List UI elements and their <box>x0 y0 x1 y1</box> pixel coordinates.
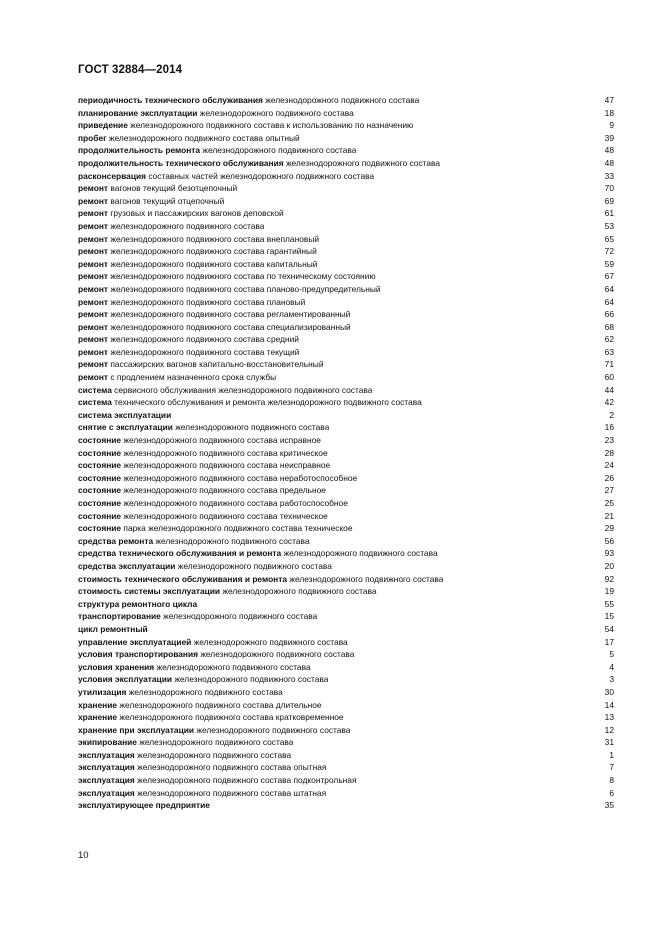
index-entry <box>78 560 614 573</box>
index-term-rest: железнодорожного подвижного состава <box>108 220 265 231</box>
index-term-key: ремонт <box>78 195 109 206</box>
index-term-key: условия хранения <box>78 661 155 672</box>
index-term <box>78 774 357 787</box>
index-page-ref: 5 <box>609 649 614 660</box>
index-term-rest: железнодорожного подвижного состава предельное <box>121 485 326 496</box>
index-page-ref: 64 <box>604 283 614 294</box>
index-term-key: ремонт <box>78 346 109 357</box>
index-term <box>78 711 344 724</box>
index-page-ref: 7 <box>609 762 614 773</box>
index-term-key: состояние <box>78 485 122 496</box>
index-term-key: средства технического обслуживания и ремонта <box>78 548 282 559</box>
index-term <box>78 761 326 774</box>
index-term-key: эксплуатирующее предприятие <box>78 800 210 811</box>
index-term <box>78 736 293 749</box>
index-term <box>78 94 419 107</box>
index-term-key: состояние <box>78 460 122 471</box>
index-entry <box>78 170 614 183</box>
index-term-rest: железнодорожного подвижного состава плановый <box>108 296 306 307</box>
index-page-ref: 47 <box>604 95 614 105</box>
index-entry <box>78 610 614 623</box>
index-entry <box>78 396 614 409</box>
index-entry <box>78 296 614 309</box>
index-term-rest: железнодорожного подвижного состава <box>160 611 318 622</box>
index-term-rest: железнодорожного подвижного состава <box>134 749 292 760</box>
index-term <box>78 648 354 661</box>
index-term-rest: железнодорожного подвижного состава опытная <box>134 762 327 773</box>
index-page-ref: 64 <box>604 296 614 307</box>
index-term-key: ремонт <box>78 271 109 282</box>
index-term-key: структура ремонтного цикла <box>78 598 198 609</box>
index-term <box>78 434 321 447</box>
index-term-key: эксплуатация <box>78 762 135 773</box>
index-term-key: периодичность технического обслуживания <box>78 95 263 105</box>
index-page-ref: 30 <box>604 686 614 697</box>
index-term <box>78 484 326 497</box>
index-entry <box>78 195 614 208</box>
index-page-ref: 48 <box>604 157 614 168</box>
index-term <box>78 699 322 712</box>
index-term-key: продолжительность ремонта <box>78 145 201 156</box>
index-term <box>78 270 376 283</box>
index-term-key: система <box>78 384 112 395</box>
index-term <box>78 547 438 560</box>
index-term <box>78 233 319 246</box>
index-term-rest: технического обслуживания и ремонта железнодорожного подвижного состава <box>111 397 422 408</box>
index-entry <box>78 321 614 334</box>
index-page-ref: 69 <box>604 195 614 206</box>
index-term-key: снятие с эксплуатации <box>78 422 173 433</box>
index-term <box>78 421 329 434</box>
index-term <box>78 371 276 384</box>
index-term <box>78 749 291 762</box>
index-entry <box>78 258 614 271</box>
index-page-ref: 19 <box>604 586 614 597</box>
index-entry <box>78 636 614 649</box>
index-term-key: ремонт <box>78 321 109 332</box>
index-term-key: ремонт <box>78 183 109 194</box>
index-term <box>78 182 237 195</box>
index-term-key: цикл ремонтный <box>78 623 148 634</box>
index-term <box>78 358 324 371</box>
index-term <box>78 144 356 157</box>
index-term-rest: пассажирских вагонов капитально-восстановительный <box>108 359 324 370</box>
index-term-rest: железнодорожного подвижного состава планово-предупредительный <box>108 283 381 294</box>
index-entry <box>78 132 614 145</box>
index-entry <box>78 144 614 157</box>
index-entry <box>78 699 614 712</box>
index-entry <box>78 283 614 296</box>
index-entry <box>78 673 614 686</box>
index-term-rest: железнодорожного подвижного состава опытный <box>106 132 300 143</box>
index-term-key: расконсервация <box>78 170 146 181</box>
index-term <box>78 560 332 573</box>
index-entry <box>78 358 614 371</box>
index-page-ref: 63 <box>604 346 614 357</box>
index-term-rest: железнодорожного подвижного состава внеплановый <box>108 233 320 244</box>
index-term-key: ремонт <box>78 372 109 383</box>
index-term-key: условия эксплуатации <box>78 674 172 685</box>
index-term-rest: железнодорожного подвижного состава <box>175 560 332 571</box>
index-term-key: состояние <box>78 472 122 483</box>
index-term-key: состояние <box>78 523 122 534</box>
index-term <box>78 535 310 548</box>
index-term <box>78 724 350 737</box>
index-term-rest: железнодорожного подвижного состава <box>126 686 283 697</box>
index-term-rest: железнодорожного подвижного состава <box>154 661 311 672</box>
index-term <box>78 207 284 220</box>
index-term <box>78 170 374 183</box>
index-entry <box>78 182 614 195</box>
index-page-ref: 15 <box>604 611 614 622</box>
index-entry <box>78 598 614 611</box>
index-term-key: ремонт <box>78 283 109 294</box>
index-entry <box>78 119 614 132</box>
index-term-key: ремонт <box>78 233 109 244</box>
index-term-key: ремонт <box>78 296 109 307</box>
index-page-ref: 29 <box>604 523 614 534</box>
index-entry <box>78 497 614 510</box>
index-page-ref: 13 <box>604 712 614 723</box>
index-page-ref: 68 <box>604 321 614 332</box>
index-term <box>78 598 197 611</box>
index-term-key: состояние <box>78 447 122 458</box>
index-entry <box>78 346 614 359</box>
index-page-ref: 16 <box>604 422 614 433</box>
index-term-key: состояние <box>78 498 122 508</box>
index-term-key: эксплуатация <box>78 775 135 786</box>
index-page-ref: 25 <box>604 498 614 508</box>
index-entry <box>78 384 614 397</box>
index-term-key: хранение <box>78 712 118 723</box>
index-entry <box>78 686 614 699</box>
index-entry <box>78 94 614 107</box>
index-page-ref: 21 <box>604 510 614 521</box>
index-page-ref: 92 <box>604 573 614 584</box>
index-term <box>78 787 326 800</box>
index-term-key: система эксплуатации <box>78 409 172 420</box>
index-entry <box>78 799 614 812</box>
index-entry <box>78 510 614 523</box>
alphabetical-index <box>78 94 614 812</box>
index-page-ref: 93 <box>604 548 614 559</box>
index-page-ref: 14 <box>604 699 614 710</box>
index-term-key: ремонт <box>78 208 109 219</box>
index-page-ref: 44 <box>604 384 614 395</box>
index-term-key: стоимость системы эксплуатации <box>78 586 221 597</box>
index-page-ref: 3 <box>609 674 614 685</box>
index-term <box>78 522 353 535</box>
index-term-key: средства ремонта <box>78 535 154 546</box>
index-page-ref: 6 <box>609 787 614 798</box>
index-term-rest: железнодорожного подвижного состава кратковременное <box>117 712 344 723</box>
index-term-key: ремонт <box>78 359 109 370</box>
index-term <box>78 686 283 699</box>
index-page-ref: 39 <box>604 132 614 143</box>
index-term-key: эксплуатация <box>78 787 135 798</box>
index-entry <box>78 547 614 560</box>
index-term-rest: железнодорожного подвижного состава <box>200 145 357 156</box>
index-term-rest: вагонов текущий безотцепочный <box>108 183 238 194</box>
index-entry <box>78 421 614 434</box>
index-entry <box>78 107 614 120</box>
index-term-rest: железнодорожного подвижного состава штатная <box>134 787 327 798</box>
index-page-ref: 42 <box>604 397 614 408</box>
index-entry <box>78 774 614 787</box>
index-term-rest: грузовых и пассажирских вагонов деповской <box>108 208 284 219</box>
index-entry <box>78 434 614 447</box>
index-term <box>78 636 348 649</box>
index-term <box>78 296 305 309</box>
index-term-key: пробег <box>78 132 107 143</box>
index-page-ref: 54 <box>604 623 614 634</box>
index-entry <box>78 245 614 258</box>
index-term <box>78 573 443 586</box>
index-term-rest: железнодорожного подвижного состава <box>220 586 377 597</box>
index-page-ref: 55 <box>604 598 614 609</box>
index-entry <box>78 522 614 535</box>
index-page-ref: 31 <box>604 737 614 748</box>
index-entry <box>78 308 614 321</box>
index-entry <box>78 484 614 497</box>
index-entry <box>78 648 614 661</box>
index-term <box>78 107 354 120</box>
index-term-key: приведение <box>78 120 128 131</box>
index-page-ref: 4 <box>609 661 614 672</box>
index-term-rest: с продлением назначенного срока службы <box>108 372 277 383</box>
index-term-rest: составных частей железнодорожного подвижного состава <box>146 170 375 181</box>
index-term-rest: парка железнодорожного подвижного состава техническое <box>121 523 353 534</box>
index-page-ref: 71 <box>604 359 614 370</box>
index-term-rest: вагонов текущий отцепочный <box>108 195 225 206</box>
index-page-ref: 1 <box>609 749 614 760</box>
index-term <box>78 333 299 346</box>
index-term-key: ремонт <box>78 220 109 231</box>
index-entry <box>78 233 614 246</box>
index-term-rest: железнодорожного подвижного состава работоспособное <box>121 498 348 508</box>
index-page-ref: 70 <box>604 183 614 194</box>
index-entry <box>78 333 614 346</box>
index-entry <box>78 787 614 800</box>
index-page-ref: 56 <box>604 535 614 546</box>
index-term-rest: железнодорожного подвижного состава <box>197 107 354 118</box>
index-page-ref: 28 <box>604 447 614 458</box>
index-term <box>78 220 264 233</box>
index-term-key: управление эксплуатацией <box>78 636 192 647</box>
index-term <box>78 409 171 422</box>
index-entry <box>78 661 614 674</box>
index-page-ref: 27 <box>604 485 614 496</box>
index-term-key: транспортирование <box>78 611 161 622</box>
index-page-ref: 48 <box>604 145 614 156</box>
index-term-key: ремонт <box>78 246 109 257</box>
index-page-ref: 33 <box>604 170 614 181</box>
index-term-rest: железнодорожного подвижного состава <box>283 157 441 168</box>
index-term-rest: железнодорожного подвижного состава специализированный <box>108 321 351 332</box>
index-entry <box>78 573 614 586</box>
index-term-key: средства эксплуатации <box>78 560 176 571</box>
index-term-key: эксплуатация <box>78 749 135 760</box>
index-term-rest: железнодорожного подвижного состава к использованию по назначению <box>127 120 414 131</box>
index-term <box>78 346 299 359</box>
index-page-ref: 23 <box>604 435 614 446</box>
index-page-ref: 26 <box>604 472 614 483</box>
index-term-rest: сервисного обслуживания железнодорожного подвижного состава <box>111 384 373 395</box>
index-term <box>78 459 330 472</box>
index-term-rest: железнодорожного подвижного состава <box>172 422 330 433</box>
index-term-rest: железнодорожного подвижного состава по техническому состоянию <box>108 271 376 282</box>
index-term-rest: железнодорожного подвижного состава <box>153 535 310 546</box>
index-term <box>78 157 440 170</box>
index-term-key: экипирование <box>78 737 137 748</box>
index-term-rest: железнодорожного подвижного состава техническое <box>121 510 328 521</box>
index-term-rest: железнодорожного подвижного состава <box>172 674 329 685</box>
index-page-ref: 67 <box>604 271 614 282</box>
index-term <box>78 283 381 296</box>
index-term-rest: железнодорожного подвижного состава регламентированный <box>108 309 351 320</box>
index-term <box>78 396 422 409</box>
index-entry <box>78 724 614 737</box>
document-header: ГОСТ 32884—2014 <box>78 64 183 76</box>
index-term <box>78 799 210 812</box>
index-term-key: ремонт <box>78 258 109 269</box>
index-term-rest: железнодорожного подвижного состава текущий <box>108 346 300 357</box>
index-term-rest: железнодорожного подвижного состава средний <box>108 334 299 345</box>
index-term <box>78 132 300 145</box>
index-entry <box>78 270 614 283</box>
index-entry <box>78 761 614 774</box>
index-entry <box>78 409 614 422</box>
index-page-ref: 53 <box>604 220 614 231</box>
index-term-key: хранение <box>78 699 118 710</box>
index-entry <box>78 220 614 233</box>
page-number: 10 <box>78 850 89 861</box>
index-term-key: система <box>78 397 112 408</box>
index-term-key: состояние <box>78 510 122 521</box>
index-page-ref: 35 <box>604 800 614 811</box>
index-page-ref: 9 <box>609 120 614 131</box>
index-term <box>78 245 317 258</box>
index-term-key: ремонт <box>78 334 109 345</box>
index-entry <box>78 711 614 724</box>
index-entry <box>78 749 614 762</box>
index-term-key: ремонт <box>78 309 109 320</box>
index-term <box>78 673 328 686</box>
index-term-rest: железнодорожного подвижного состава неработоспособное <box>121 472 358 483</box>
index-page-ref: 66 <box>604 309 614 320</box>
index-term-key: хранение при эксплуатации <box>78 724 195 735</box>
index-term-rest: железнодорожного подвижного состава <box>287 573 444 584</box>
index-term-key: продолжительность технического обслуживания <box>78 157 284 168</box>
index-term-rest: железнодорожного подвижного состава неисправное <box>121 460 331 471</box>
index-term-rest: железнодорожного подвижного состава <box>136 737 294 748</box>
index-entry <box>78 535 614 548</box>
index-term <box>78 195 224 208</box>
index-term <box>78 623 148 636</box>
index-term-rest: железнодорожного подвижного состава критическое <box>121 447 328 458</box>
index-term <box>78 610 317 623</box>
index-term-key: условия транспортирования <box>78 649 198 660</box>
index-entry <box>78 157 614 170</box>
index-entry <box>78 371 614 384</box>
index-page-ref: 65 <box>604 233 614 244</box>
index-page-ref: 24 <box>604 460 614 471</box>
index-term <box>78 661 311 674</box>
index-page-ref: 18 <box>604 107 614 118</box>
index-page-ref: 8 <box>609 775 614 786</box>
index-term-rest: железнодорожного подвижного состава <box>191 636 348 647</box>
index-term-rest: железнодорожного подвижного состава <box>198 649 355 660</box>
index-term <box>78 447 328 460</box>
index-term <box>78 321 351 334</box>
index-term-rest: железнодорожного подвижного состава гарантийный <box>108 246 317 257</box>
index-term-key: планирование эксплуатации <box>78 107 198 118</box>
index-entry <box>78 459 614 472</box>
index-term-rest: железнодорожного подвижного состава длительное <box>117 699 322 710</box>
index-term <box>78 472 357 485</box>
index-term <box>78 585 377 598</box>
index-entry <box>78 207 614 220</box>
index-page-ref: 59 <box>604 258 614 269</box>
index-entry <box>78 736 614 749</box>
index-term <box>78 384 372 397</box>
index-term <box>78 497 348 510</box>
index-page-ref: 2 <box>609 409 614 420</box>
index-term <box>78 308 350 321</box>
index-term <box>78 510 328 523</box>
index-term-rest: железнодорожного подвижного состава <box>194 724 351 735</box>
index-entry <box>78 585 614 598</box>
index-page-ref: 60 <box>604 372 614 383</box>
index-term <box>78 258 317 271</box>
index-term-rest: железнодорожного подвижного состава исправное <box>121 435 321 446</box>
index-term-key: состояние <box>78 435 122 446</box>
index-term-rest: железнодорожного подвижного состава подконтрольная <box>134 775 357 786</box>
index-term-rest: железнодорожного подвижного состава <box>262 95 420 105</box>
index-term-key: утилизация <box>78 686 127 697</box>
index-page-ref: 12 <box>604 724 614 735</box>
index-entry <box>78 472 614 485</box>
index-page-ref: 61 <box>604 208 614 219</box>
index-page-ref: 72 <box>604 246 614 257</box>
index-term-rest: железнодорожного подвижного состава капитальный <box>108 258 318 269</box>
index-page-ref: 62 <box>604 334 614 345</box>
index-page-ref: 17 <box>604 636 614 647</box>
index-term <box>78 119 413 132</box>
index-term-rest: железнодорожного подвижного состава <box>281 548 438 559</box>
index-entry <box>78 447 614 460</box>
index-page-ref: 20 <box>604 560 614 571</box>
index-entry <box>78 623 614 636</box>
index-term-key: стоимость технического обслуживания и ремонта <box>78 573 288 584</box>
